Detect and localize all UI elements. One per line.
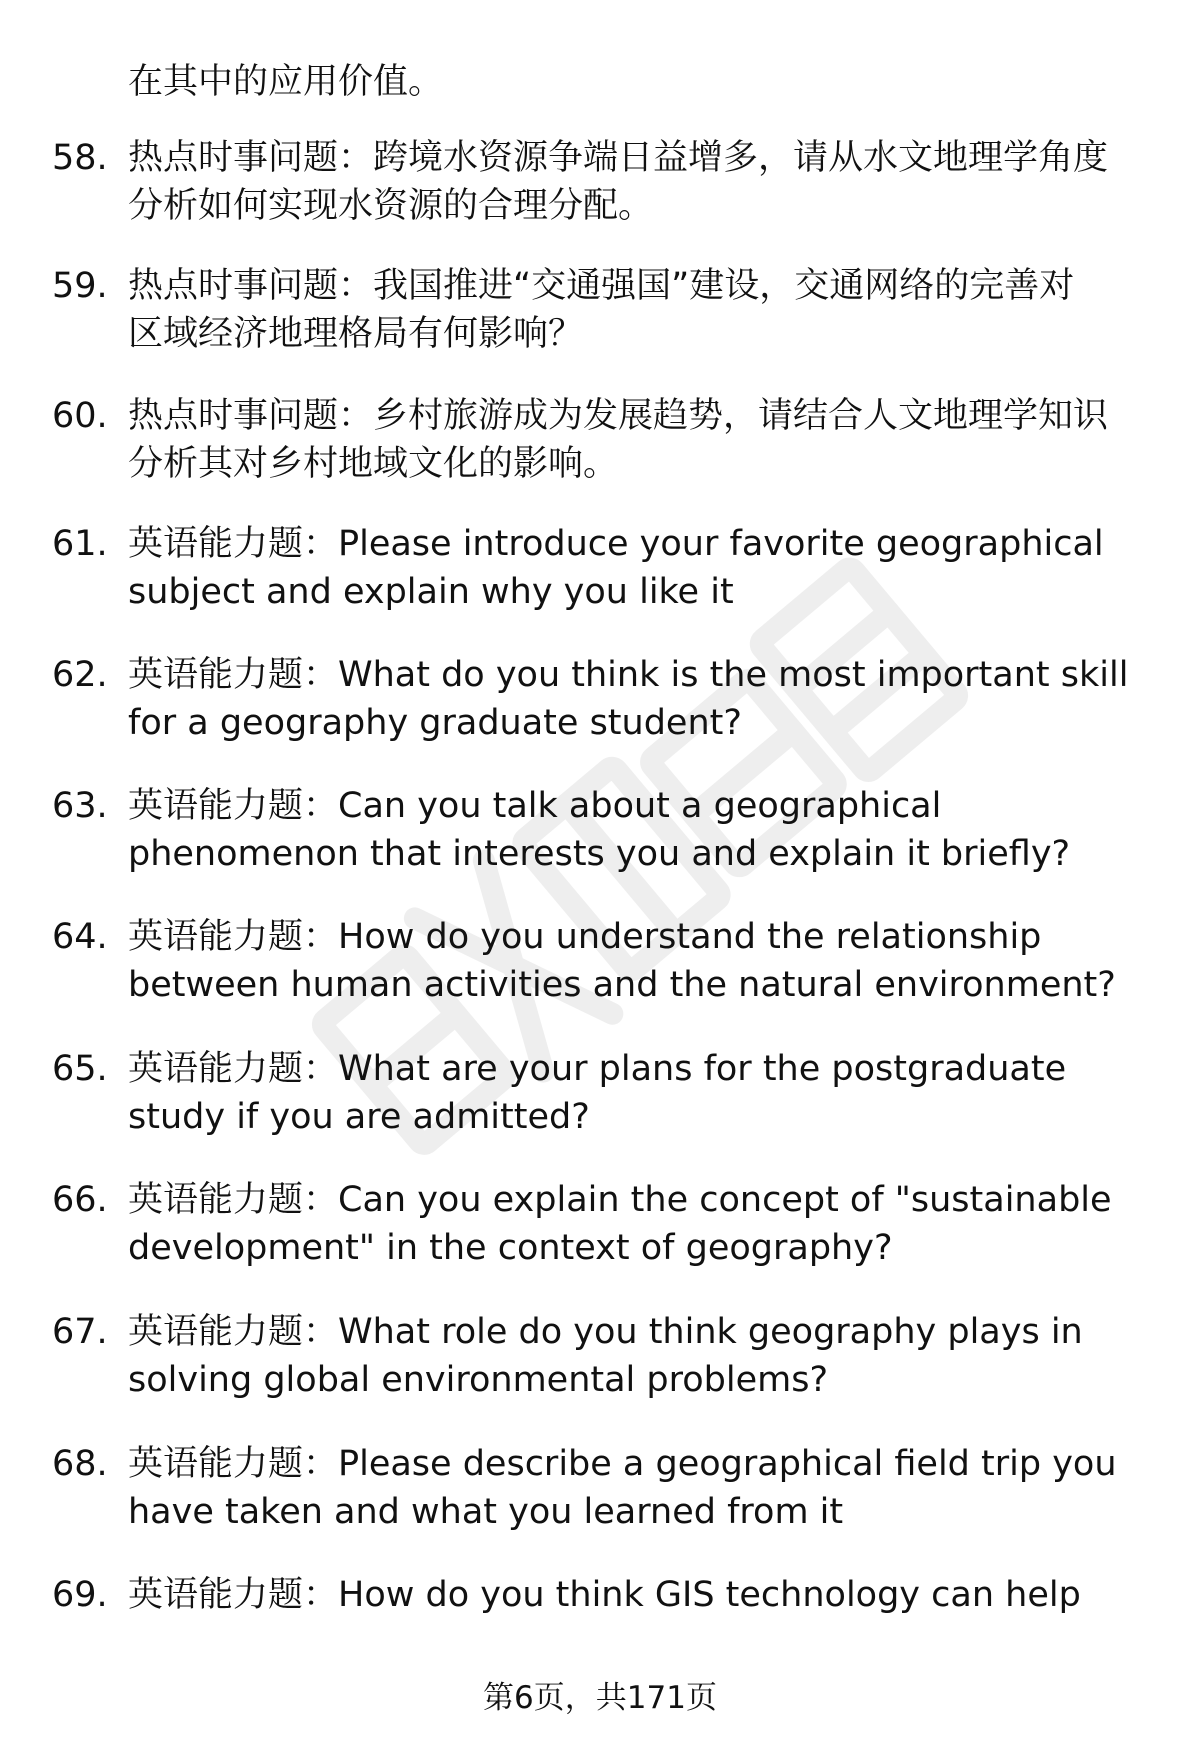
item-line: 英语能力题：Can you explain the concept of "sustainable xyxy=(128,1180,1112,1220)
item-number: 58. xyxy=(52,138,108,178)
item-number: 69. xyxy=(52,1575,108,1615)
item-line: phenomenon that interests you and explain it briefly? xyxy=(128,834,1071,874)
item-number: 61. xyxy=(52,524,108,564)
item-text xyxy=(128,392,1158,488)
item-line: 英语能力题：What role do you think geography plays in xyxy=(128,1312,1083,1352)
item-text xyxy=(128,1176,1158,1272)
item-text xyxy=(128,1045,1158,1141)
item-line: 分析如何实现水资源的合理分配。 xyxy=(128,186,654,226)
item-text xyxy=(128,134,1158,230)
item-number: 67. xyxy=(52,1312,108,1352)
item-line: study if you are admitted? xyxy=(128,1097,590,1137)
item-number: 65. xyxy=(52,1049,108,1089)
item-line: have taken and what you learned from it xyxy=(128,1492,844,1532)
item-line: 英语能力题：What do you think is the most important skill xyxy=(128,655,1129,695)
item-number: 63. xyxy=(52,786,108,826)
item-text xyxy=(128,520,1158,616)
item-text xyxy=(128,262,1158,358)
continuation-text: 在其中的应用价值。 xyxy=(128,62,444,102)
item-text xyxy=(128,651,1158,747)
item-text xyxy=(128,782,1158,878)
item-text xyxy=(128,1571,1158,1619)
item-number: 59. xyxy=(52,266,108,306)
item-line: solving global environmental problems? xyxy=(128,1360,829,1400)
item-number: 60. xyxy=(52,396,108,436)
item-line: 英语能力题：How do you understand the relationship xyxy=(128,917,1042,957)
item-line: between human activities and the natural environment? xyxy=(128,965,1116,1005)
item-line: 热点时事问题：我国推进“交通强国”建设，交通网络的完善对 xyxy=(128,266,1075,306)
page-footer: 第6页，共171页 xyxy=(483,1680,717,1716)
item-line: 分析其对乡村地域文化的影响。 xyxy=(128,444,619,484)
item-line: 英语能力题：Can you talk about a geographical xyxy=(128,786,942,826)
item-line: 英语能力题：What are your plans for the postgraduate xyxy=(128,1049,1067,1089)
item-line: development" in the context of geography? xyxy=(128,1228,893,1268)
item-line: 英语能力题：Please introduce your favorite geographical xyxy=(128,524,1104,564)
item-line: subject and explain why you like it xyxy=(128,572,734,612)
item-text xyxy=(128,1440,1158,1536)
item-line: for a geography graduate student? xyxy=(128,703,742,743)
item-number: 62. xyxy=(52,655,108,695)
item-text xyxy=(128,1308,1158,1404)
item-text xyxy=(128,913,1158,1009)
item-number: 66. xyxy=(52,1180,108,1220)
item-line: 英语能力题：Please describe a geographical field trip you xyxy=(128,1444,1117,1484)
item-line: 英语能力题：How do you think GIS technology can help xyxy=(128,1575,1081,1615)
item-line: 热点时事问题：乡村旅游成为发展趋势，请结合人文地理学知识 xyxy=(128,396,1109,436)
item-line: 热点时事问题：跨境水资源争端日益增多，请从水文地理学角度 xyxy=(128,138,1109,178)
item-number: 68. xyxy=(52,1444,108,1484)
item-line: 区域经济地理格局有何影响？ xyxy=(128,314,584,354)
item-number: 64. xyxy=(52,917,108,957)
